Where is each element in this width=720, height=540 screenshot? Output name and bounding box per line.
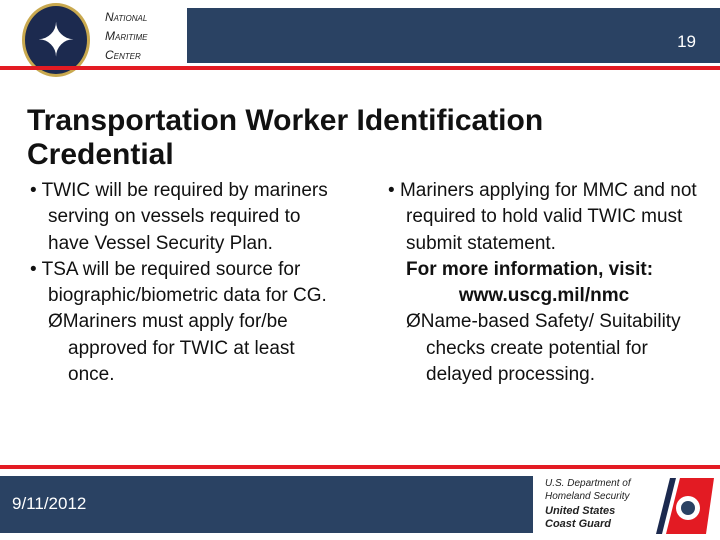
bullet-text: Mariners applying for MMC and not required to hold valid TWIC must submit statement. <box>399 180 697 254</box>
dhs-line: U.S. Department of <box>545 478 631 489</box>
uscg-line: Coast Guard <box>545 518 612 530</box>
bullet-text: TWIC will be required by mariners serving on vessels required to have Vessel Security Plan. <box>41 180 328 254</box>
bullet-item: • Mariners applying for MMC and not required to hold valid TWIC must submit statement. For more information, visit: <box>388 180 697 280</box>
sub-bullet-item: ØMariners must apply for/be approved for TWIC at least once. <box>48 311 295 386</box>
compass-rose-icon: ✦ <box>36 14 76 66</box>
slide-title: Transportation Worker Identification Credential <box>27 104 544 171</box>
sub-bullet-item: ØName-based Safety/ Suitability checks create potential for delayed processing. <box>406 311 681 386</box>
left-column <box>26 178 346 388</box>
uscg-racing-stripe-icon <box>644 476 714 534</box>
org-line: National <box>105 10 148 24</box>
header-band <box>187 8 720 63</box>
nmc-link[interactable]: www.uscg.mil/nmc <box>458 285 630 307</box>
footer-divider <box>0 465 720 469</box>
sub-bullet-text: Mariners must apply for/be approved for TWIC at least once. <box>62 311 295 386</box>
org-line: Center <box>105 48 141 62</box>
org-line: Maritime <box>105 29 148 43</box>
dhs-line: Homeland Security <box>545 491 630 502</box>
header-divider <box>0 66 720 70</box>
dhs-uscg-logo-text <box>545 477 631 531</box>
slide-date: 9/11/2012 <box>12 494 87 513</box>
uscg-line: United States <box>545 505 616 517</box>
bullet-item: • TSA will be required source for biographic/biometric data for CG. <box>30 258 327 307</box>
sub-bullet-text: Name-based Safety/ Suitability checks create potential for delayed processing. <box>420 311 681 386</box>
more-info-label: For more information, visit: <box>406 258 654 280</box>
bullet-item: • TWIC will be required by mariners serving on vessels required to have Vessel Security Plan. <box>30 180 328 254</box>
org-name <box>105 8 147 65</box>
page-number: 19 <box>677 32 696 51</box>
bullet-text: TSA will be required source for biographic/biometric data for CG. <box>41 258 327 307</box>
right-column <box>384 178 704 388</box>
